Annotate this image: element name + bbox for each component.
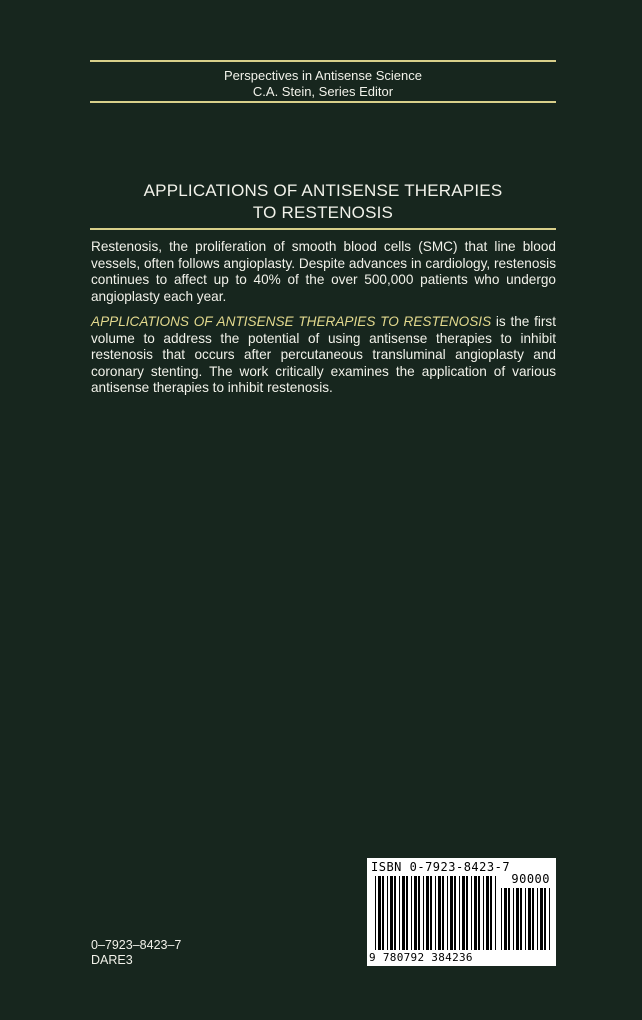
title-rule [90,228,556,230]
barcode-bar [474,876,477,950]
description-paragraph-1: Restenosis, the proliferation of smooth blood cells (SMC) that line blood vessels, often follows angioplasty. Despite advances in cardiology, restenosis continues to affect up to 40% of the over 500,000 patients who undergo angioplasty each year. [91,239,556,304]
barcode-bar [520,888,522,950]
barcode [367,858,556,966]
description-paragraph-2-text: is the first volume to address the potential of using antisense therapies to inhibit restenosis that occurs after percutaneous transluminal angioplasty and coronary stenting. The work critically examines the application of various antisense therapies to inhibit restenosis. [91,314,556,395]
book-title-line-2: TO RESTENOSIS [252,203,394,222]
barcode-bar [378,876,381,950]
barcode-bar [402,876,405,950]
barcode-bar [486,876,489,950]
barcode-bar [390,876,393,950]
barcode-bar [471,876,472,950]
barcode-bar [516,888,519,950]
top-rule [90,60,556,62]
barcode-bar [537,888,538,950]
barcode-bar [406,876,408,950]
barcode-addon-bars [501,888,551,950]
barcode-bar [447,876,448,950]
footer-isbn: 0–7923–8423–7 [91,938,182,952]
barcode-bar [528,888,531,950]
barcode-bar [387,876,388,950]
barcode-bar [462,876,465,950]
series-rule [90,101,556,103]
barcode-bar [478,876,480,950]
barcode-bar [532,888,534,950]
barcode-bar [513,888,514,950]
barcode-bar [501,888,502,950]
barcode-bar [459,876,460,950]
book-title-line-1: APPLICATIONS OF ANTISENSE THERAPIES [143,181,503,200]
barcode-bar [430,876,432,950]
barcode-bar [418,876,420,950]
series-editor: C.A. Stein, Series Editor [252,84,394,99]
barcode-bar [508,888,510,950]
barcode-bar [450,876,453,950]
barcode-bar [540,888,543,950]
description-paragraph-2 [91,314,556,397]
barcode-bar [411,876,412,950]
barcode-bar [490,876,492,950]
barcode-addon-number: 90000 [511,872,550,886]
barcode-bar [454,876,456,950]
barcode-bar [483,876,484,950]
barcode-ean-number: 9 780792 384236 [369,951,473,964]
series-name: Perspectives in Antisense Science [224,68,422,83]
barcode-bar [504,888,507,950]
barcode-bar [525,888,526,950]
barcode-bar [394,876,396,950]
barcode-bar [442,876,444,950]
barcode-bar [423,876,424,950]
barcode-bar [414,876,417,950]
barcode-bar [375,876,376,950]
barcode-bar [438,876,441,950]
barcode-bar [495,876,496,950]
barcode-bar [549,888,550,950]
barcode-bar [399,876,400,950]
barcode-bar [544,888,546,950]
barcode-bar [382,876,384,950]
barcode-bar [426,876,429,950]
barcode-bar [466,876,468,950]
barcode-isbn-label: ISBN 0-7923-8423-7 [371,860,511,874]
footer-code: DARE3 [91,953,133,967]
barcode-main-bars [375,876,497,950]
barcode-bar [435,876,436,950]
description-book-title: APPLICATIONS OF ANTISENSE THERAPIES TO RESTENOSIS [91,314,492,329]
